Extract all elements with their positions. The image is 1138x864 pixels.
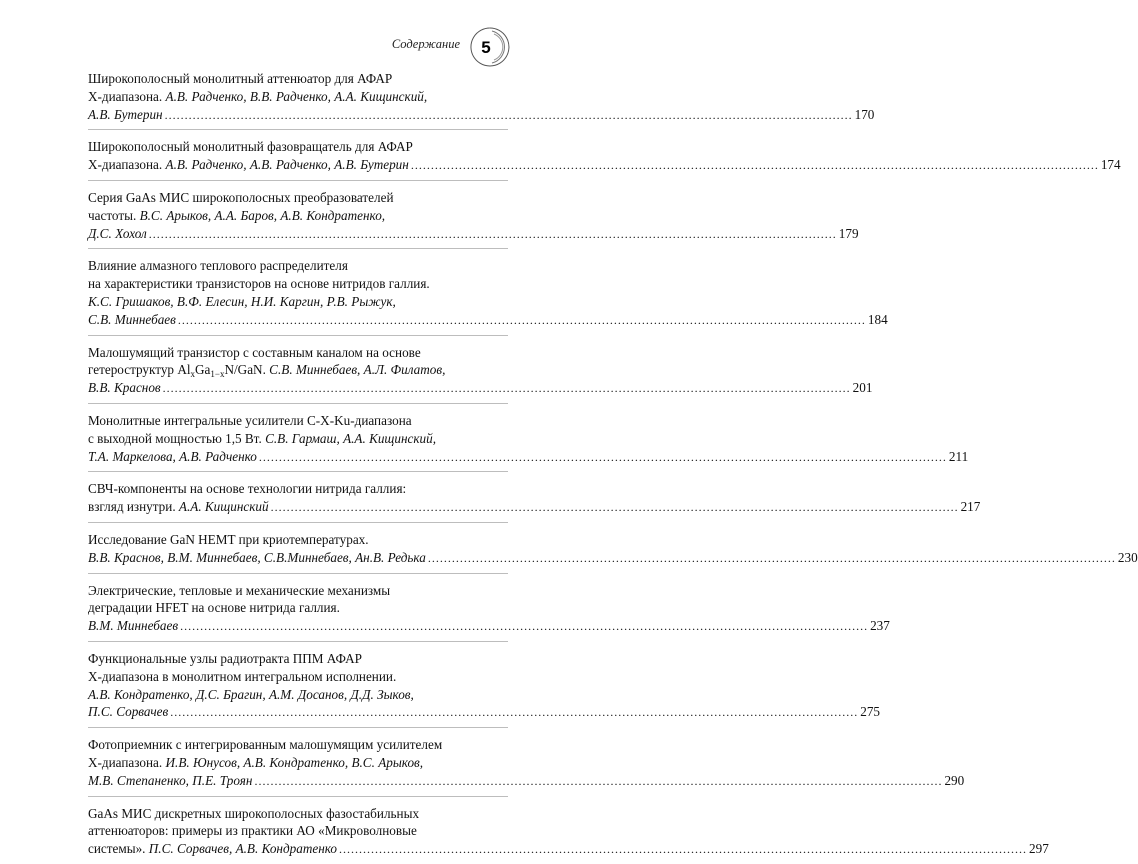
entry-title: Функциональные узлы радиотракта ППМ АФАР <box>88 650 362 666</box>
entry-title: Малошумящий транзистор с составным каналом на основе <box>88 344 421 360</box>
entry-title: Широкополосный монолитный фазовращатель для АФАР <box>88 139 413 155</box>
entry-title: Влияние алмазного теплового распределителя <box>88 258 348 274</box>
entry-page: 170 <box>854 106 875 122</box>
toc-entry <box>88 797 1049 864</box>
toc-entry <box>88 472 981 523</box>
entry-page: 179 <box>838 225 859 241</box>
toc-entry <box>88 62 875 130</box>
toc-entry <box>88 130 1121 181</box>
entry-title: Фотоприемник с интегрированным малошумящим усилителем <box>88 737 443 753</box>
leader-dots: ............................................................................................................................................................................ <box>180 619 869 634</box>
entry-title: с выходной мощностью 1,5 Вт. <box>88 430 262 446</box>
entry-authors: И.В. Юнусов, А.В. Кондратенко, В.С. Арыков, <box>165 754 424 770</box>
entry-page: 297 <box>1029 841 1049 857</box>
entry-page: 211 <box>948 448 969 464</box>
toc-entry <box>88 728 965 796</box>
entry-title: системы». <box>88 841 146 857</box>
entry-title: Серия GaAs МИС широкополосных преобразователей <box>88 189 394 205</box>
entry-title: аттенюаторов: примеры из практики АО «Микроволновые <box>88 823 417 839</box>
leader-dots: ............................................................................................................................................................................ <box>339 842 1028 857</box>
entry-authors: М.В. Степаненко, П.Е. Троян <box>88 772 253 788</box>
entry-title: Широкополосный монолитный аттенюатор для АФАР <box>88 71 393 86</box>
entry-authors: В.В. Краснов <box>88 380 161 396</box>
entry-title: гетероструктур $Al_xGa_{1-x}N$/GaN. <box>88 362 266 380</box>
entry-authors: В.В. Краснов, В.М. Миннебаев, С.В.Миннебаев, Ан.В. Редька <box>88 549 426 565</box>
entry-authors: А.В. Бутерин <box>88 106 163 122</box>
entry-authors: С.В. Миннебаев <box>88 311 176 327</box>
entry-title: Исследование GaN HEMT при криотемпературах. <box>88 531 369 547</box>
entry-title: СВЧ-компоненты на основе технологии нитрида галлия: <box>88 481 407 497</box>
entry-authors: С.В. Миннебаев, А.Л. Филатов, <box>269 362 446 378</box>
leader-dots: ............................................................................................................................................................................ <box>254 773 943 788</box>
entry-page: 275 <box>860 704 880 720</box>
section-title: Содержание <box>391 37 460 51</box>
toc-entry <box>88 404 969 472</box>
entry-page: 217 <box>960 499 981 515</box>
entry-authors: С.В. Гармаш, А.А. Кищинский, <box>265 430 437 446</box>
entry-page: 290 <box>944 772 965 788</box>
toc-entry <box>88 523 1138 574</box>
leader-dots: ............................................................................................................................................................................ <box>148 226 837 241</box>
entry-authors: В.М. Миннебаев <box>88 618 179 634</box>
entry-title: взгляд изнутри. <box>88 499 176 515</box>
entry-title: Х-диапазона. <box>88 157 163 173</box>
leader-dots: ............................................................................................................................................................................ <box>177 312 866 327</box>
entry-page: 184 <box>867 311 888 327</box>
entry-page: 174 <box>1100 157 1121 173</box>
entry-authors: А.В. Радченко, В.В. Радченко, А.А. Кищинский, <box>165 88 428 104</box>
entry-authors: П.С. Сорвачев <box>88 704 169 720</box>
toc-entry <box>88 336 873 404</box>
table-of-contents <box>88 62 1138 864</box>
entry-authors: Д.С. Хохол <box>88 225 147 241</box>
entry-authors: К.С. Гришаков, В.Ф. Елесин, Н.И. Каргин, Р.В. Рыжук, <box>88 293 396 309</box>
entry-authors: А.В. Кондратенко, Д.С. Брагин, А.М. Досанов, Д.Д. Зыков, <box>88 686 414 702</box>
leader-dots: ............................................................................................................................................................................ <box>427 550 1116 565</box>
entry-page: 230 <box>1117 549 1138 565</box>
leader-dots: ............................................................................................................................................................................ <box>164 107 853 122</box>
leader-dots: ............................................................................................................................................................................ <box>162 381 851 396</box>
entry-authors: Т.А. Маркелова, А.В. Радченко <box>88 448 257 464</box>
entry-authors: А.В. Радченко, А.В. Радченко, А.В. Бутерин <box>165 157 409 173</box>
entry-title: Х-диапазона в монолитном интегральном исполнении. <box>88 668 397 684</box>
entry-title: GaAs МИС дискретных широкополосных фазостабильных <box>88 805 420 821</box>
toc-entry <box>88 574 890 642</box>
entry-title: частоты. <box>88 207 137 223</box>
entry-title: Х-диапазона. <box>88 754 163 770</box>
entry-title: Х-диапазона. <box>88 88 163 104</box>
toc-entry <box>88 642 880 728</box>
page-number: 5 <box>481 38 491 57</box>
entry-authors: П.С. Сорвачев, А.В. Кондратенко <box>148 841 338 857</box>
leader-dots: ............................................................................................................................................................................ <box>270 500 959 515</box>
entry-authors: А.А. Кищинский <box>178 499 269 515</box>
entry-title: Электрические, тепловые и механические механизмы <box>88 582 391 598</box>
entry-authors: В.С. Арыков, А.А. Баров, А.В. Кондратенко, <box>139 207 386 223</box>
entry-title: на характеристики транзисторов на основе нитридов галлия. <box>88 276 430 292</box>
toc-entry <box>88 181 859 249</box>
leader-dots: ............................................................................................................................................................................ <box>170 705 859 720</box>
leader-dots: ............................................................................................................................................................................ <box>258 449 947 464</box>
entry-title: Монолитные интегральные усилители C-X-Ku-диапазона <box>88 412 412 428</box>
toc-entry <box>88 249 888 335</box>
entry-page: 237 <box>870 618 890 634</box>
entry-title: деградации HFET на основе нитрида галлия. <box>88 600 340 616</box>
entry-page: 201 <box>852 380 873 396</box>
leader-dots: ............................................................................................................................................................................ <box>410 158 1099 173</box>
